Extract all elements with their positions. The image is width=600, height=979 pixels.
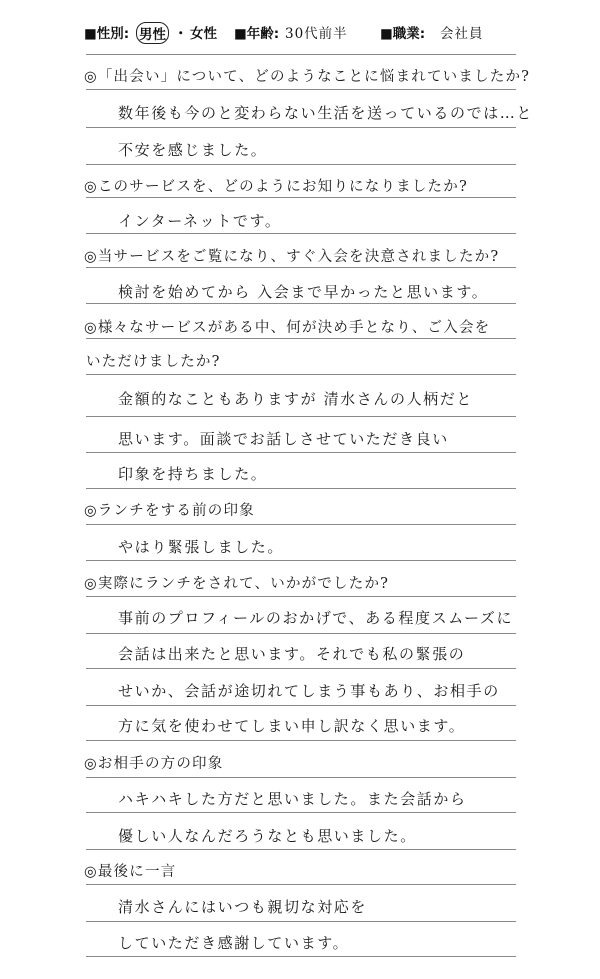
ruled-line — [86, 740, 516, 741]
question-after-lunch: ◎実際にランチをされて、いかがでしたか? — [84, 576, 390, 592]
question-decision: ◎当サービスをご覧になり、すぐ入会を決意されましたか? — [84, 249, 500, 265]
age-value: 30代前半 — [285, 26, 348, 42]
answer-line: 印象を持ちました。 — [118, 465, 268, 483]
answer-line: していただき感謝しています。 — [118, 934, 350, 952]
ruled-line — [86, 338, 516, 339]
ruled-line — [86, 452, 516, 453]
ruled-line — [86, 488, 516, 489]
ruled-line — [86, 633, 516, 634]
age-label: ■年齢: — [234, 26, 280, 42]
ruled-line — [86, 921, 516, 922]
occupation-label: ■職業: — [380, 26, 426, 42]
ruled-line — [86, 596, 516, 597]
question-final-word: ◎最後に一言 — [84, 864, 177, 880]
ruled-line — [86, 849, 516, 850]
answer-line: やはり緊張しました。 — [118, 538, 285, 556]
answer-line: 清水さんにはいつも親切な対応を — [118, 898, 368, 916]
question-partner-impression: ◎お相手の方の印象 — [84, 756, 224, 772]
question-deciding-factor: ◎様々なサービスがある中、何が決め手となり、ご入会を — [84, 320, 491, 336]
ruled-line — [86, 374, 516, 375]
ruled-line — [86, 303, 516, 304]
answer-line: 金額的なこともありますが 清水さんの人柄だと — [118, 390, 473, 408]
answer-line: 不安を感じました。 — [118, 141, 268, 159]
ruled-line — [86, 705, 516, 706]
question-before-lunch: ◎ランチをする前の印象 — [84, 503, 255, 519]
ruled-line — [86, 416, 516, 417]
ruled-line — [86, 164, 516, 165]
answer-line: ハキハキした方だと思いました。また会話から — [118, 790, 467, 808]
ruled-line — [86, 127, 516, 128]
gender-label: ■性別: — [84, 26, 130, 42]
ruled-line — [86, 884, 516, 885]
occupation-value: 会社員 — [440, 26, 484, 42]
ruled-line — [86, 267, 516, 268]
ruled-line — [86, 89, 516, 90]
gender-female: 女性 — [190, 26, 217, 42]
ruled-line — [86, 560, 516, 561]
answer-line: インターネットです。 — [118, 212, 282, 230]
answer-line: せいか、会話が途切れてしまう事もあり、お相手の — [118, 682, 500, 700]
answer-line: 数年後も今のと変わらない生活を送っているのでは…と — [118, 104, 534, 122]
ruled-line — [86, 956, 516, 957]
ruled-line — [86, 777, 516, 778]
answer-line: 思います。面談でお話しさせていただき良い — [118, 430, 449, 448]
ruled-line — [86, 197, 516, 198]
answer-line: 方に気を使わせてしまい申し訳なく思います。 — [118, 717, 466, 735]
answer-line: 事前のプロフィールのおかげで、ある程度スムーズに — [118, 609, 514, 627]
gender-separator: ・ — [174, 26, 188, 42]
ruled-line — [86, 524, 516, 525]
question-discovery: ◎このサービスを、どのようにお知りになりましたか? — [84, 179, 468, 195]
ruled-line — [86, 812, 516, 813]
ruled-line — [86, 54, 516, 55]
question-worries: ◎「出会い」について、どのようなことに悩まれていましたか? — [84, 69, 531, 85]
answer-line: 優しい人なんだろうなとも思いました。 — [118, 827, 417, 845]
gender-male-selected: 男性 — [136, 22, 169, 44]
question-deciding-factor-cont: いただけましたか? — [86, 354, 221, 370]
respondent-header — [0, 22, 600, 46]
answer-line: 検討を始めてから 入会まで早かったと思います。 — [118, 283, 489, 301]
ruled-line — [86, 233, 516, 234]
ruled-line — [86, 668, 516, 669]
answer-line: 会話は出来たと思います。それでも私の緊張の — [118, 645, 466, 663]
